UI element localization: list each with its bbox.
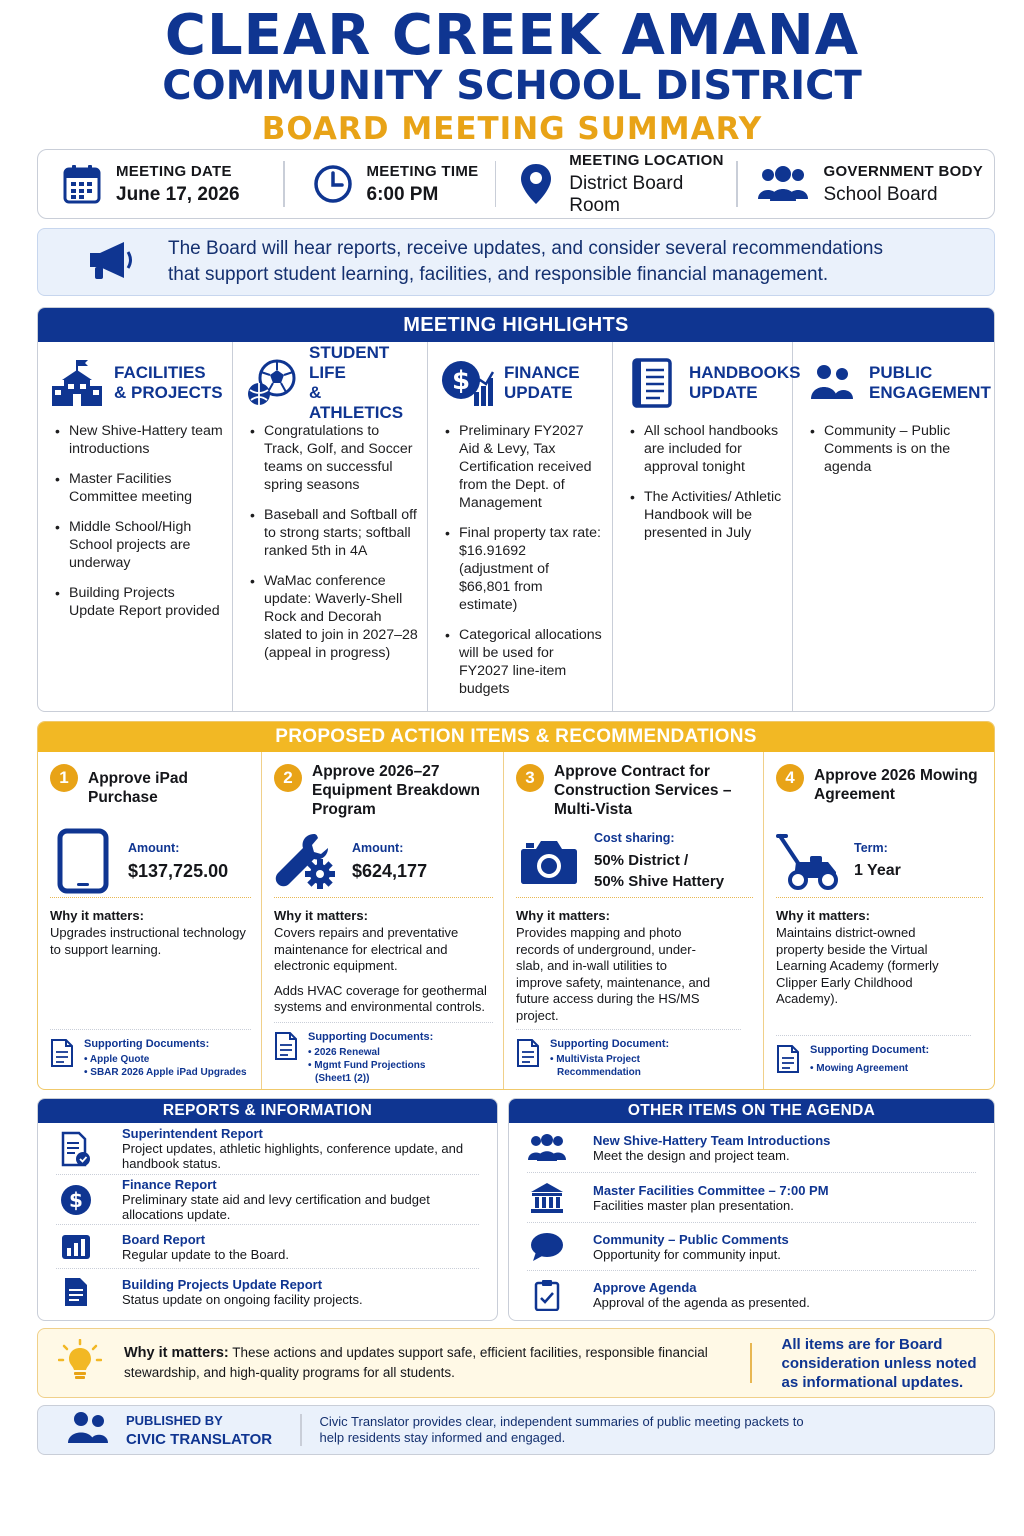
document-link[interactable]: • Apple Quote: [84, 1054, 150, 1065]
list-item: • WaMac conference update: Waverly-Shell Rock and Decorah slated to join in 2027–28 (appeal in progress): [245, 572, 419, 662]
document-link[interactable]: (Sheet1 (2)): [315, 1073, 370, 1084]
board-consideration-note: All items are for Board consideration unless noted as informational updates.: [781, 1335, 977, 1391]
actions-heading: PROPOSED ACTION ITEMS & RECOMMENDATIONS: [38, 722, 994, 752]
megaphone-icon: [86, 238, 146, 287]
report-document-icon: [56, 1131, 96, 1167]
list-item: • Master Facilities Committee meeting: [50, 470, 224, 506]
document-link[interactable]: • MultiVista Project: [550, 1054, 641, 1065]
list-item: • Baseball and Softball off to strong starts; softball ranked 5th in 4A: [245, 506, 419, 560]
list-item: • All school handbooks are included for approval tonight: [625, 422, 784, 476]
other-agenda-items: [508, 1098, 995, 1321]
meeting-time: MEETING TIME 6:00 PM: [285, 150, 495, 218]
meeting-date: MEETING DATE June 17, 2026: [38, 150, 283, 218]
action-item-mowing: 4 Approve 2026 Mowing Agreement Term: 1 Year Why it matters: Maintains district-owned property beside the Virtual Learning Academy (formerly Clipper Early Childhood Academy). Supporting Document: • Mowing Agreement: [764, 752, 993, 1090]
finance-icon: [440, 356, 494, 410]
document-icon: [516, 1038, 542, 1079]
district-name: CLEAR CREEK AMANA: [164, 3, 860, 68]
calendar-icon: [62, 162, 102, 206]
item-number: 1: [50, 764, 78, 792]
publisher-description: Civic Translator provides clear, independent summaries of public meeting packets to help residents stay informed and engaged.: [319, 1414, 804, 1445]
action-item-equipment-breakdown: 2 Approve 2026–27 Equipment Breakdown Program Amount: $624,177 Why it matters: Covers repairs and preventative maintenance for electrical and electronic equipment. Adds HVAC coverage for geothermal systems and environmental controls. Supporting Documents: • 2026 Renewal • Mgmt Fund Projections (Sheet1 (2)): [262, 752, 504, 1090]
document-link[interactable]: Recommendation: [557, 1067, 641, 1078]
highlight-student-life: STUDENT LIFE & ATHLETICS • Congratulations to Track, Golf, and Soccer teams on successful spring seasons • Baseball and Softball off to strong starts; softball ranked 5th in 4A • WaMac conference update: Waverly-Shell Rock and Decorah slated to join in 2027–28 (appeal in progress): [233, 342, 428, 712]
school-icon: [50, 356, 104, 410]
government-body: GOVERNMENT BODY School Board: [738, 150, 993, 218]
document-link[interactable]: • SBAR 2026 Apple iPad Upgrades: [84, 1067, 247, 1078]
page-header: [0, 0, 1024, 150]
why-it-matters-bar: [37, 1328, 995, 1398]
page-title: BOARD MEETING SUMMARY: [261, 111, 763, 147]
meeting-highlights: [37, 307, 995, 712]
reports-heading: REPORTS & INFORMATION: [38, 1099, 497, 1123]
publisher-name: CIVIC TRANSLATOR: [126, 1430, 273, 1448]
svg-text:$: $: [69, 1187, 83, 1212]
location-pin-icon: [516, 162, 555, 206]
agenda-row: Community – Public Comments Opportunity for community input.: [527, 1223, 976, 1271]
community-icon: [805, 356, 859, 410]
item-number: 2: [274, 764, 302, 792]
highlight-finance: $ FINANCE UPDATE • Preliminary FY2027 Aid & Levy, Tax Certification received from the Dept. of Management • Final property tax rate: $16.91692 (adjustment of $66,801 from estimate) • Categorical allocations will be used for FY2027 line-item budgets •: [428, 342, 613, 712]
meeting-location: MEETING LOCATION District Board Room: [496, 150, 736, 218]
handbook-icon: [625, 356, 679, 410]
publisher-bar: PUBLISHED BY CIVIC TRANSLATOR Civic Translator provides clear, independent summaries of public meeting packets to help residents stay informed and engaged.: [37, 1405, 995, 1455]
list-item: • Categorical allocations will be used for FY2027 line-item budgets: [440, 626, 604, 698]
why-it-matters-text: Why it matters: These actions and updates support safe, efficient facilities, responsible financial stewardship, and high-quality programs for all students.: [124, 1345, 708, 1380]
agenda-row: Master Facilities Committee – 7:00 PM Facilities master plan presentation.: [527, 1173, 976, 1223]
highlight-facilities: FACILITIES & PROJECTS • New Shive-Hattery team introductions • Master Facilities Committee meeting • Middle School/High School projects are underway • Building Projects Update Report provided: [38, 342, 233, 712]
document-icon: [56, 1276, 96, 1308]
clock-icon: [313, 162, 353, 206]
report-row: Board Report Regular update to the Board.: [56, 1225, 479, 1269]
highlights-heading: MEETING HIGHLIGHTS: [38, 308, 994, 342]
checklist-icon: [527, 1279, 567, 1311]
dollar-icon: [56, 1184, 96, 1216]
list-item: • Community – Public Comments is on the agenda: [805, 422, 985, 476]
people-icon: [68, 1411, 108, 1450]
list-item: • The Activities/ Athletic Handbook will be presented in July: [625, 488, 784, 542]
highlight-public-engagement: PUBLIC ENGAGEMENT • Community – Public Comments is on the agenda: [793, 342, 993, 712]
list-item: • Preliminary FY2027 Aid & Levy, Tax Certification received from the Dept. of Management: [440, 422, 604, 512]
intro-banner: [37, 228, 995, 296]
chat-bubble-icon: [527, 1232, 567, 1262]
document-link[interactable]: • 2026 Renewal: [308, 1047, 380, 1058]
svg-text:$: $: [451, 366, 471, 396]
document-link[interactable]: • Mowing Agreement: [810, 1063, 909, 1074]
document-link[interactable]: • Mgmt Fund Projections: [308, 1060, 426, 1071]
camera-icon: [516, 828, 582, 894]
mower-icon: [776, 828, 842, 894]
document-icon: [776, 1044, 802, 1079]
intro-text: The Board will hear reports, receive updates, and consider several recommendations that support student learning, facilities, and responsible financial management.: [168, 238, 883, 285]
list-item: • Final property tax rate: $16.91692 (adjustment of $66,801 from estimate): [440, 524, 604, 614]
bar-chart-icon: [56, 1234, 96, 1260]
agenda-row: New Shive-Hattery Team Introductions Meet the design and project team.: [527, 1123, 976, 1173]
district-subtitle: COMMUNITY SCHOOL DISTRICT: [162, 63, 862, 109]
list-item: • Middle School/High School projects are underway: [50, 518, 224, 572]
document-icon: [274, 1031, 300, 1085]
report-row: Superintendent Report Project updates, athletic highlights, conference update, and handbook status.: [56, 1123, 479, 1175]
list-item: • Building Projects Update Report provided: [50, 584, 224, 620]
action-items: [37, 721, 995, 1090]
other-heading: OTHER ITEMS ON THE AGENDA: [509, 1099, 994, 1123]
agenda-row: Approve Agenda Approval of the agenda as presented.: [527, 1271, 976, 1319]
people-icon: [756, 162, 810, 206]
people-icon: [527, 1134, 567, 1162]
action-item-ipad: 1 Approve iPad Purchase Amount: $137,725.00 Why it matters: Upgrades instructional technology to support learning. Supporting Documents: • Apple Quote • SBAR 2026 Apple iPad Upgrades: [38, 752, 262, 1090]
document-icon: [50, 1038, 76, 1079]
columns-building-icon: [527, 1182, 567, 1214]
wrench-gear-icon: [274, 828, 340, 894]
report-row: Building Projects Update Report Status update on ongoing facility projects.: [56, 1269, 479, 1315]
list-item: • Congratulations to Track, Golf, and Soccer teams on successful spring seasons: [245, 422, 419, 494]
report-row: $ Finance Report Preliminary state aid and levy certification and budget allocations update.: [56, 1175, 479, 1225]
highlight-handbooks: HANDBOOKS UPDATE • All school handbooks are included for approval tonight • The Activities/ Athletic Handbook will be presented in July: [613, 342, 793, 712]
list-item: [440, 710, 604, 712]
item-number: 4: [776, 764, 804, 792]
meeting-info-bar: [37, 149, 995, 219]
item-number: 3: [516, 764, 544, 792]
sports-ball-icon: [245, 356, 299, 410]
list-item: • New Shive-Hattery team introductions: [50, 422, 224, 458]
lightbulb-icon: [58, 1339, 102, 1388]
action-item-multi-vista: 3 Approve Contract for Construction Services – Multi-Vista Cost sharing: 50% District / 50% Shive Hattery Why it matters: Provides mapping and photo records of underground, under-slab, and in-wall utilities to improve safety, maintenance, and future access during the HS/MS project. Supporting Document: • MultiVista Project Recommendation: [504, 752, 764, 1090]
ipad-icon: [50, 828, 116, 894]
reports-information: [37, 1098, 498, 1321]
